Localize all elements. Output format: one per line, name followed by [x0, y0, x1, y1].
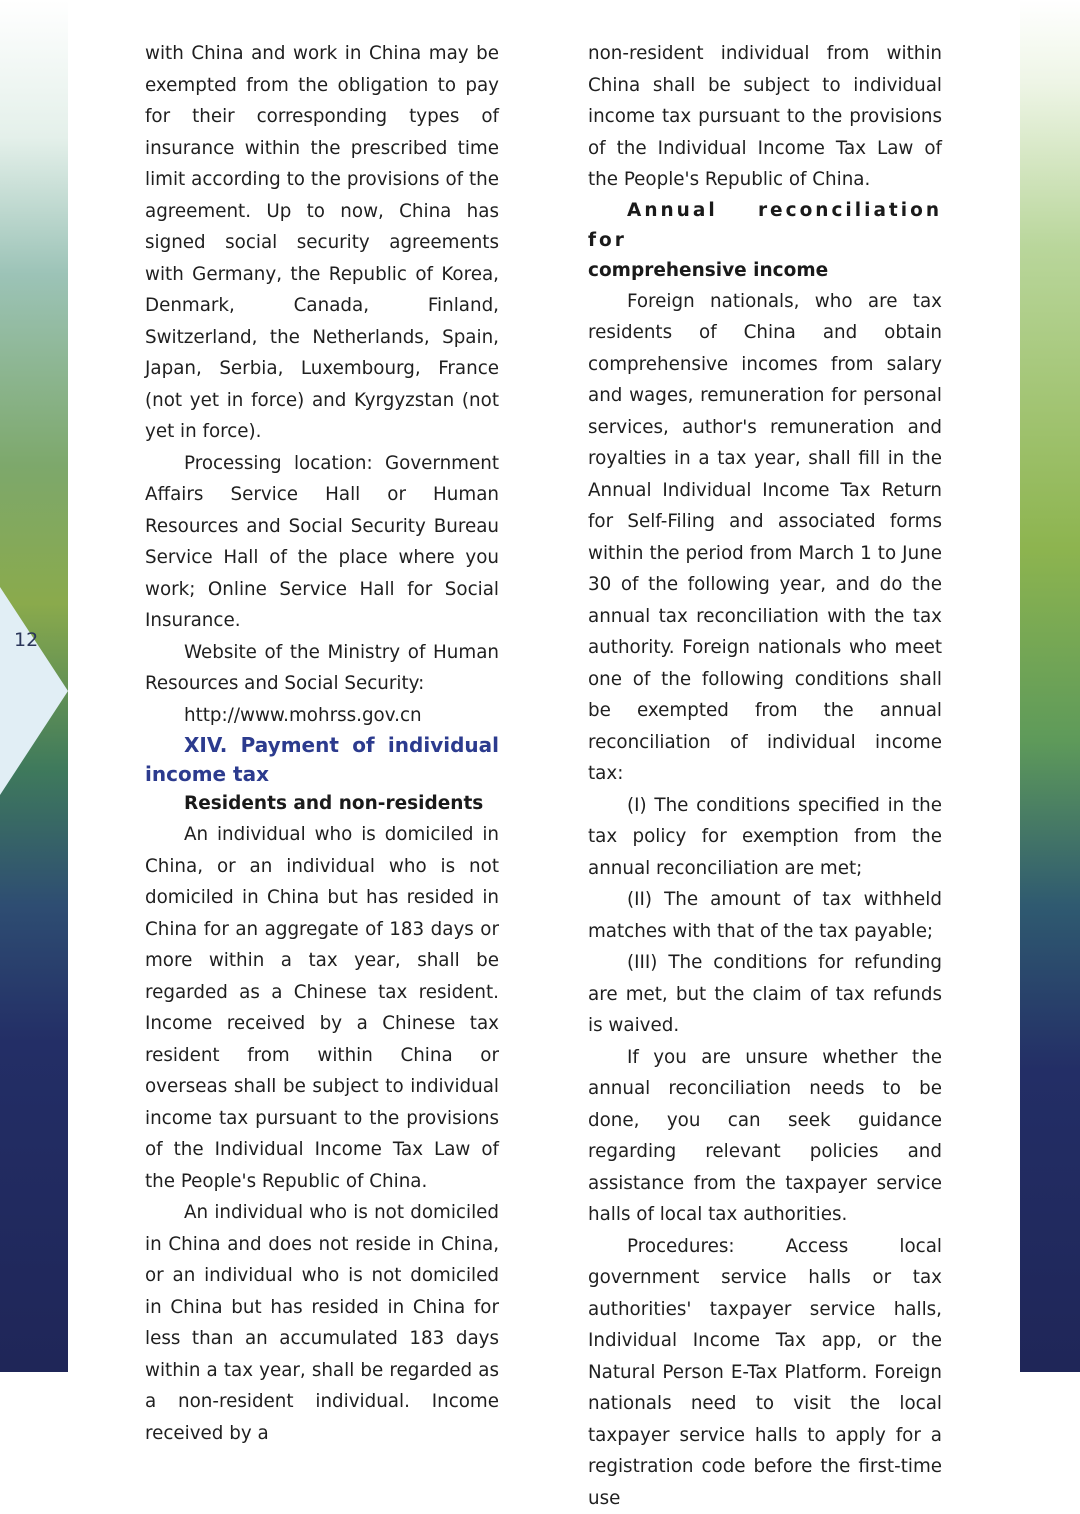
- paragraph: An individual who is not domiciled in China and does not reside in China, or an individual who is not domiciled in China but has resided in China for less than an accumulated 183 days within a tax year, shall be regarded as a non-resident individual. Income received by a: [145, 1197, 499, 1449]
- paragraph: (I) The conditions specified in the tax policy for exemption from the annual reconciliation are met;: [588, 790, 942, 885]
- paragraph: Website of the Ministry of Human Resources and Social Security:: [145, 637, 499, 700]
- paragraph: If you are unsure whether the annual reconciliation needs to be done, you can seek guidance regarding relevant policies and assistance from the taxpayer service halls of local tax authorities.: [588, 1042, 942, 1231]
- right-column: [588, 38, 942, 1514]
- page-number-tab: [0, 587, 68, 795]
- subheading: [588, 196, 942, 256]
- section-heading: XIV. Payment of individual income tax: [145, 731, 499, 789]
- paragraph: (II) The amount of tax withheld matches with that of the tax payable;: [588, 884, 942, 947]
- paragraph: Foreign nationals, who are tax residents of China and obtain comprehensive incomes from salary and wages, remuneration for personal services, author's remuneration and royalties in a tax year, shall fill in the Annual Individual Income Tax Return for Self-Filing and associated forms within the period from March 1 to June 30 of the following year, and do the annual tax reconciliation with the tax authority. Foreign nationals who meet one of the following conditions shall be exempted from the annual reconciliation of individual income tax:: [588, 286, 942, 790]
- paragraph: Procedures: Access local government service halls or tax authorities' taxpayer service halls, Individual Income Tax app, or the Natural Person E-Tax Platform. Foreign nationals need to visit the local taxpayer service halls to apply for a registration code before the first-time use: [588, 1231, 942, 1514]
- right-gradient-band: [1020, 0, 1080, 1372]
- website-link[interactable]: http://www.mohrss.gov.cn: [145, 700, 499, 732]
- subheading-line-2: comprehensive income: [588, 256, 942, 286]
- paragraph: non-resident individual from within China shall be subject to individual income tax pursuant to the provisions of the Individual Income Tax Law of the People's Republic of China.: [588, 38, 942, 196]
- left-column: [145, 38, 499, 1449]
- paragraph: An individual who is domiciled in China, or an individual who is not domiciled in China but has resided in China for an aggregate of 183 days or more within a tax year, shall be regarded as a Chinese tax resident. Income received by a Chinese tax resident from within China or overseas shall be subject to individual income tax pursuant to the provisions of the Individual Income Tax Law of the People's Republic of China.: [145, 819, 499, 1197]
- paragraph: Processing location: Government Affairs Service Hall or Human Resources and Social Security Bureau Service Hall of the place where you work; Online Service Hall for Social Insurance.: [145, 448, 499, 637]
- subheading: Residents and non-residents: [145, 789, 499, 819]
- page-number: 12: [14, 629, 38, 651]
- paragraph: (III) The conditions for refunding are met, but the claim of tax refunds is waived.: [588, 947, 942, 1042]
- paragraph: with China and work in China may be exempted from the obligation to pay for their corresponding types of insurance within the prescribed time limit according to the provisions of the agreement. Up to now, China has signed social security agreements with Germany, the Republic of Korea, Denmark, Canada, Finland, Switzerland, the Netherlands, Spain, Japan, Serbia, Luxembourg, France (not yet in force) and Kyrgyzstan (not yet in force).: [145, 38, 499, 448]
- subheading-line-1: Annual reconciliation for: [588, 200, 942, 251]
